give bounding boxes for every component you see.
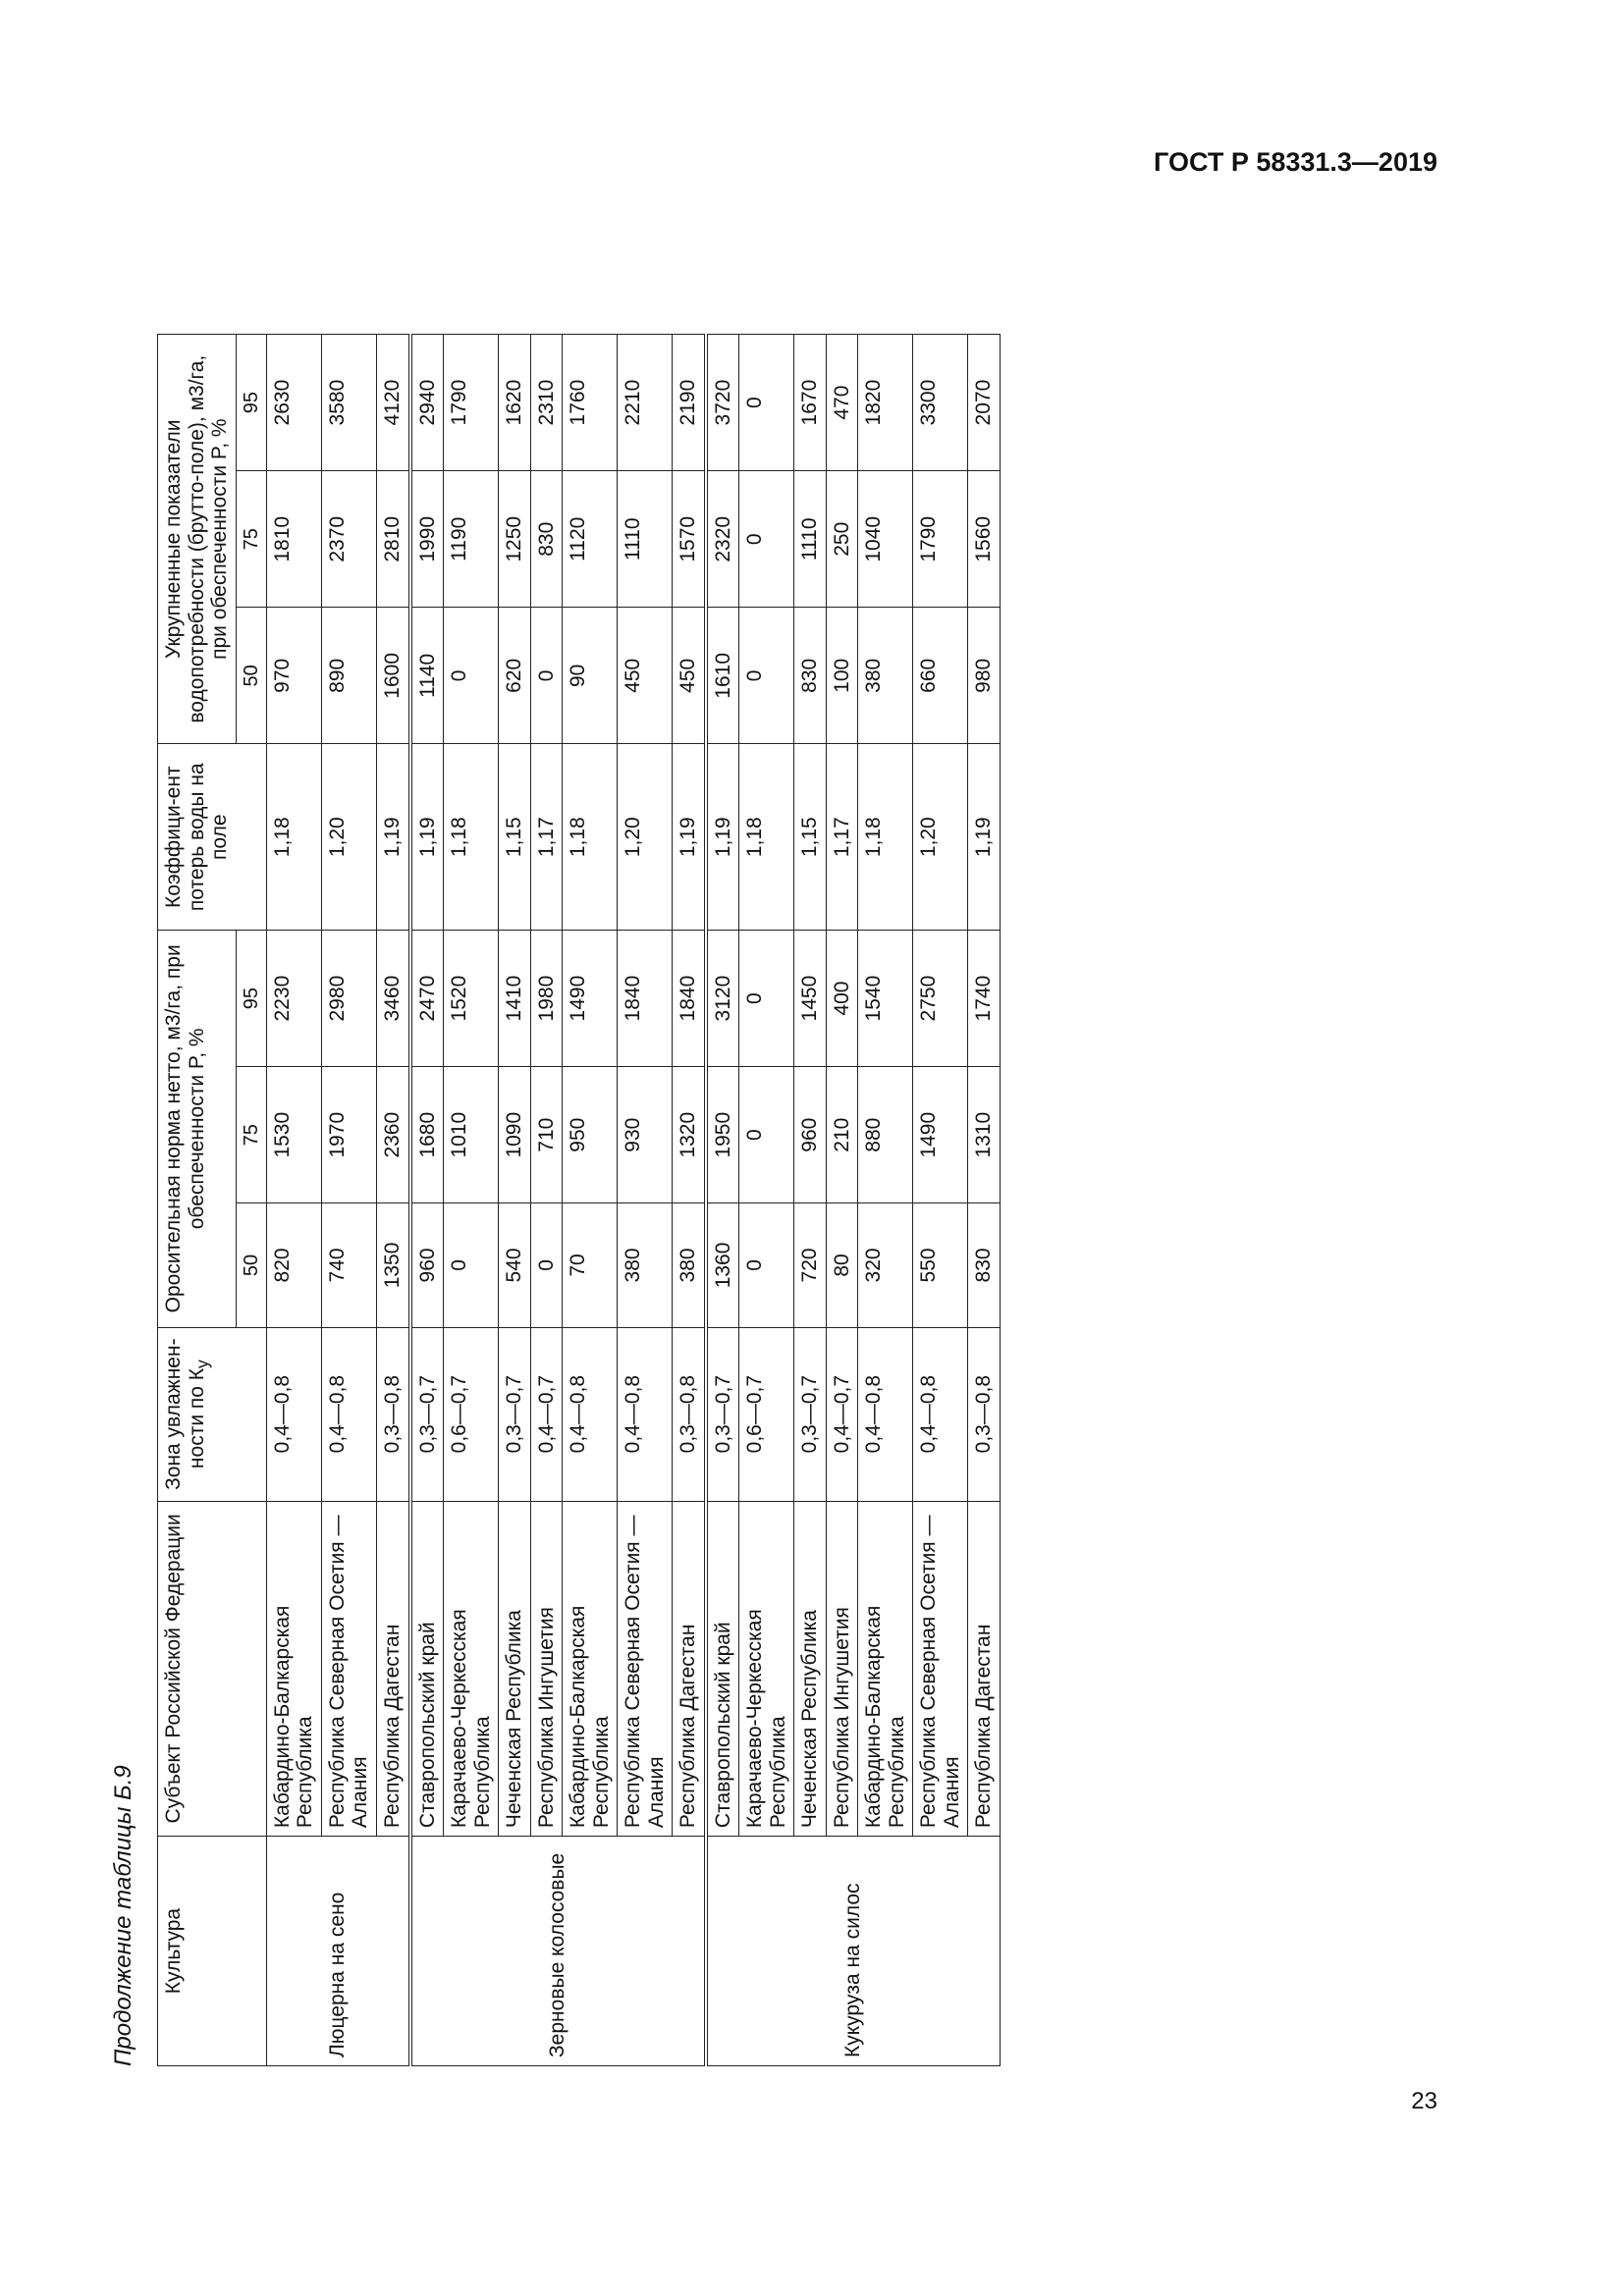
value-cell-k: 1,19 <box>410 744 444 931</box>
value-cell-zone: 0,4—0,8 <box>618 1327 673 1501</box>
value-cell-g50: 380 <box>858 608 913 744</box>
value-cell-zone: 0,4—0,8 <box>266 1327 321 1501</box>
col-header-gross-95: 95 <box>236 335 266 471</box>
value-cell-n75: 1680 <box>410 1067 444 1203</box>
value-cell-n75: 2360 <box>377 1067 410 1203</box>
value-cell-n95: 3120 <box>706 931 739 1067</box>
page-number: 23 <box>1411 2088 1437 2114</box>
value-cell-zone: 0,3—0,8 <box>377 1327 410 1501</box>
value-cell-n50: 550 <box>913 1203 968 1327</box>
rotated-table-area <box>98 118 1267 2066</box>
value-cell-g95: 4120 <box>377 335 410 471</box>
value-cell-g50: 1140 <box>410 608 444 744</box>
value-cell-n75: 880 <box>858 1067 913 1203</box>
table-row <box>410 335 444 2066</box>
value-cell-g50: 0 <box>444 608 499 744</box>
table-caption: Продолжение таблицы Б.9 <box>110 1765 136 2066</box>
value-cell-g75: 2370 <box>321 471 376 608</box>
irrigation-norms-table <box>157 334 1001 2066</box>
table-row <box>499 335 531 2066</box>
value-cell-g95: 3720 <box>706 335 739 471</box>
value-cell-n75: 960 <box>794 1067 827 1203</box>
value-cell-g75: 0 <box>739 471 794 608</box>
value-cell-g75: 1810 <box>266 471 321 608</box>
value-cell-n95: 1840 <box>673 931 706 1067</box>
culture-cell: Зерновые колосовые <box>410 1837 706 2066</box>
value-cell-g75: 1040 <box>858 471 913 608</box>
region-cell: Республика Северная Осетия — Алания <box>618 1501 673 1836</box>
region-cell: Кабардино-Балкарская Республика <box>563 1501 618 1836</box>
value-cell-n50: 820 <box>266 1203 321 1327</box>
value-cell-n75: 1490 <box>913 1067 968 1203</box>
value-cell-k: 1,18 <box>266 744 321 931</box>
value-cell-g50: 0 <box>530 608 563 744</box>
value-cell-zone: 0,3—0,7 <box>499 1327 531 1501</box>
region-cell: Республика Дагестан <box>377 1501 410 1836</box>
value-cell-k: 1,18 <box>858 744 913 931</box>
value-cell-g95: 2940 <box>410 335 444 471</box>
value-cell-g95: 1820 <box>858 335 913 471</box>
value-cell-k: 1,18 <box>563 744 618 931</box>
value-cell-g95: 2070 <box>968 335 1001 471</box>
col-header-gross: Укрупненные показатели водопотребности (брутто-поле), м3/га, при обеспеченности P, % <box>158 335 237 744</box>
region-cell: Карачаево-Черкесская Республика <box>739 1501 794 1836</box>
value-cell-n75: 0 <box>739 1067 794 1203</box>
value-cell-g50: 890 <box>321 608 376 744</box>
table-row <box>530 335 563 2066</box>
table-row <box>266 335 321 2066</box>
value-cell-n75: 1310 <box>968 1067 1001 1203</box>
value-cell-g50: 830 <box>794 608 827 744</box>
value-cell-n75: 1530 <box>266 1067 321 1203</box>
value-cell-g75: 1190 <box>444 471 499 608</box>
value-cell-n95: 2470 <box>410 931 444 1067</box>
value-cell-g75: 1110 <box>794 471 827 608</box>
value-cell-g75: 2810 <box>377 471 410 608</box>
col-header-net-norm: Оросительная норма нетто, м3/га, при обеспеченности P, % <box>158 931 237 1328</box>
col-header-zone-text: Зона увлажнен-ности по К <box>162 1338 208 1490</box>
value-cell-n50: 320 <box>858 1203 913 1327</box>
value-cell-k: 1,15 <box>499 744 531 931</box>
col-header-net-75: 75 <box>236 1067 266 1203</box>
value-cell-n95: 1740 <box>968 931 1001 1067</box>
value-cell-g95: 0 <box>739 335 794 471</box>
value-cell-g95: 2210 <box>618 335 673 471</box>
value-cell-g75: 2320 <box>706 471 739 608</box>
table-row <box>321 335 376 2066</box>
col-header-net-50: 50 <box>236 1203 266 1327</box>
value-cell-n95: 2980 <box>321 931 376 1067</box>
value-cell-n50: 0 <box>530 1203 563 1327</box>
value-cell-g95: 2310 <box>530 335 563 471</box>
table-row <box>913 335 968 2066</box>
table-row <box>794 335 827 2066</box>
value-cell-n75: 930 <box>618 1067 673 1203</box>
col-header-gross-50: 50 <box>236 608 266 744</box>
value-cell-n95: 1410 <box>499 931 531 1067</box>
value-cell-zone: 0,3—0,7 <box>794 1327 827 1501</box>
value-cell-g95: 1790 <box>444 335 499 471</box>
value-cell-zone: 0,6—0,7 <box>739 1327 794 1501</box>
value-cell-n75: 710 <box>530 1067 563 1203</box>
table-row <box>968 335 1001 2066</box>
value-cell-zone: 0,6—0,7 <box>444 1327 499 1501</box>
value-cell-zone: 0,4—0,7 <box>826 1327 858 1501</box>
region-cell: Республика Ингушетия <box>826 1501 858 1836</box>
value-cell-g75: 1570 <box>673 471 706 608</box>
culture-cell: Кукуруза на силос <box>706 1837 1001 2066</box>
value-cell-zone: 0,4—0,8 <box>563 1327 618 1501</box>
value-cell-n50: 740 <box>321 1203 376 1327</box>
value-cell-k: 1,20 <box>618 744 673 931</box>
value-cell-g95: 3580 <box>321 335 376 471</box>
value-cell-n95: 1490 <box>563 931 618 1067</box>
region-cell: Ставропольский край <box>706 1501 739 1836</box>
col-header-zone <box>158 1327 267 1501</box>
value-cell-zone: 0,4—0,8 <box>858 1327 913 1501</box>
value-cell-g95: 1620 <box>499 335 531 471</box>
value-cell-n95: 1840 <box>618 931 673 1067</box>
value-cell-k: 1,20 <box>913 744 968 931</box>
value-cell-n95: 400 <box>826 931 858 1067</box>
region-cell: Республика Ингушетия <box>530 1501 563 1836</box>
region-cell: Республика Северная Осетия — Алания <box>321 1501 376 1836</box>
value-cell-g50: 660 <box>913 608 968 744</box>
region-cell: Карачаево-Черкесская Республика <box>444 1501 499 1836</box>
value-cell-n50: 0 <box>739 1203 794 1327</box>
value-cell-g50: 620 <box>499 608 531 744</box>
value-cell-n95: 1980 <box>530 931 563 1067</box>
col-header-gross-75: 75 <box>236 471 266 608</box>
value-cell-n75: 1320 <box>673 1067 706 1203</box>
value-cell-k: 1,17 <box>530 744 563 931</box>
value-cell-g50: 970 <box>266 608 321 744</box>
region-cell: Ставропольский край <box>410 1501 444 1836</box>
value-cell-n75: 1010 <box>444 1067 499 1203</box>
value-cell-n95: 2230 <box>266 931 321 1067</box>
value-cell-g95: 2630 <box>266 335 321 471</box>
value-cell-g95: 1760 <box>563 335 618 471</box>
value-cell-g75: 1110 <box>618 471 673 608</box>
col-header-zone-sub: у <box>191 1360 212 1368</box>
col-header-subject: Субъект Российской Федерации <box>158 1501 267 1836</box>
value-cell-k: 1,19 <box>673 744 706 931</box>
value-cell-k: 1,18 <box>739 744 794 931</box>
value-cell-g50: 450 <box>673 608 706 744</box>
value-cell-n75: 1090 <box>499 1067 531 1203</box>
value-cell-g50: 90 <box>563 608 618 744</box>
value-cell-n95: 1450 <box>794 931 827 1067</box>
value-cell-n50: 1360 <box>706 1203 739 1327</box>
value-cell-g50: 100 <box>826 608 858 744</box>
value-cell-n75: 1950 <box>706 1067 739 1203</box>
value-cell-g95: 470 <box>826 335 858 471</box>
value-cell-g50: 1600 <box>377 608 410 744</box>
value-cell-g50: 1610 <box>706 608 739 744</box>
standard-code: ГОСТ Р 58331.3—2019 <box>1154 147 1437 177</box>
col-header-loss-coef: Коэффици-ент потерь воды на поле <box>158 744 267 931</box>
value-cell-zone: 0,3—0,7 <box>410 1327 444 1501</box>
value-cell-zone: 0,4—0,8 <box>913 1327 968 1501</box>
value-cell-k: 1,19 <box>706 744 739 931</box>
value-cell-n95: 3460 <box>377 931 410 1067</box>
value-cell-g75: 250 <box>826 471 858 608</box>
value-cell-n50: 540 <box>499 1203 531 1327</box>
value-cell-n50: 80 <box>826 1203 858 1327</box>
value-cell-n50: 380 <box>673 1203 706 1327</box>
table-row <box>444 335 499 2066</box>
value-cell-n95: 1520 <box>444 931 499 1067</box>
table-row <box>673 335 706 2066</box>
table-row <box>739 335 794 2066</box>
value-cell-k: 1,15 <box>794 744 827 931</box>
value-cell-zone: 0,3—0,8 <box>673 1327 706 1501</box>
value-cell-n50: 380 <box>618 1203 673 1327</box>
region-cell: Республика Дагестан <box>673 1501 706 1836</box>
table-header <box>158 335 267 2066</box>
value-cell-g75: 830 <box>530 471 563 608</box>
value-cell-n50: 830 <box>968 1203 1001 1327</box>
culture-cell: Люцерна на сено <box>266 1837 409 2066</box>
value-cell-k: 1,19 <box>377 744 410 931</box>
value-cell-g75: 1990 <box>410 471 444 608</box>
value-cell-n75: 950 <box>563 1067 618 1203</box>
value-cell-n50: 1350 <box>377 1203 410 1327</box>
table-row <box>706 335 739 2066</box>
value-cell-k: 1,17 <box>826 744 858 931</box>
col-header-net-95: 95 <box>236 931 266 1067</box>
region-cell: Кабардино-Балкарская Республика <box>858 1501 913 1836</box>
value-cell-k: 1,19 <box>968 744 1001 931</box>
region-cell: Кабардино-Балкарская Республика <box>266 1501 321 1836</box>
value-cell-g95: 3300 <box>913 335 968 471</box>
region-cell: Республика Дагестан <box>968 1501 1001 1836</box>
table-body <box>266 335 1000 2066</box>
table-row <box>618 335 673 2066</box>
value-cell-n50: 960 <box>410 1203 444 1327</box>
value-cell-g75: 1250 <box>499 471 531 608</box>
value-cell-k: 1,20 <box>321 744 376 931</box>
region-cell: Республика Северная Осетия — Алания <box>913 1501 968 1836</box>
value-cell-g95: 1670 <box>794 335 827 471</box>
value-cell-g50: 980 <box>968 608 1001 744</box>
value-cell-zone: 0,4—0,8 <box>321 1327 376 1501</box>
value-cell-n50: 720 <box>794 1203 827 1327</box>
value-cell-n50: 70 <box>563 1203 618 1327</box>
table-row <box>826 335 858 2066</box>
value-cell-g50: 450 <box>618 608 673 744</box>
value-cell-n95: 2750 <box>913 931 968 1067</box>
value-cell-n75: 1970 <box>321 1067 376 1203</box>
value-cell-g50: 0 <box>739 608 794 744</box>
value-cell-n75: 210 <box>826 1067 858 1203</box>
value-cell-g75: 1560 <box>968 471 1001 608</box>
table-row <box>858 335 913 2066</box>
region-cell: Чеченская Республика <box>499 1501 531 1836</box>
value-cell-g75: 1120 <box>563 471 618 608</box>
value-cell-g75: 1790 <box>913 471 968 608</box>
table-row <box>563 335 618 2066</box>
value-cell-n50: 0 <box>444 1203 499 1327</box>
value-cell-n95: 1540 <box>858 931 913 1067</box>
value-cell-n95: 0 <box>739 931 794 1067</box>
value-cell-zone: 0,4—0,7 <box>530 1327 563 1501</box>
value-cell-zone: 0,3—0,8 <box>968 1327 1001 1501</box>
value-cell-zone: 0,3—0,7 <box>706 1327 739 1501</box>
value-cell-g95: 2190 <box>673 335 706 471</box>
value-cell-k: 1,18 <box>444 744 499 931</box>
col-header-culture: Культура <box>158 1837 267 2066</box>
region-cell: Чеченская Республика <box>794 1501 827 1836</box>
table-row <box>377 335 410 2066</box>
